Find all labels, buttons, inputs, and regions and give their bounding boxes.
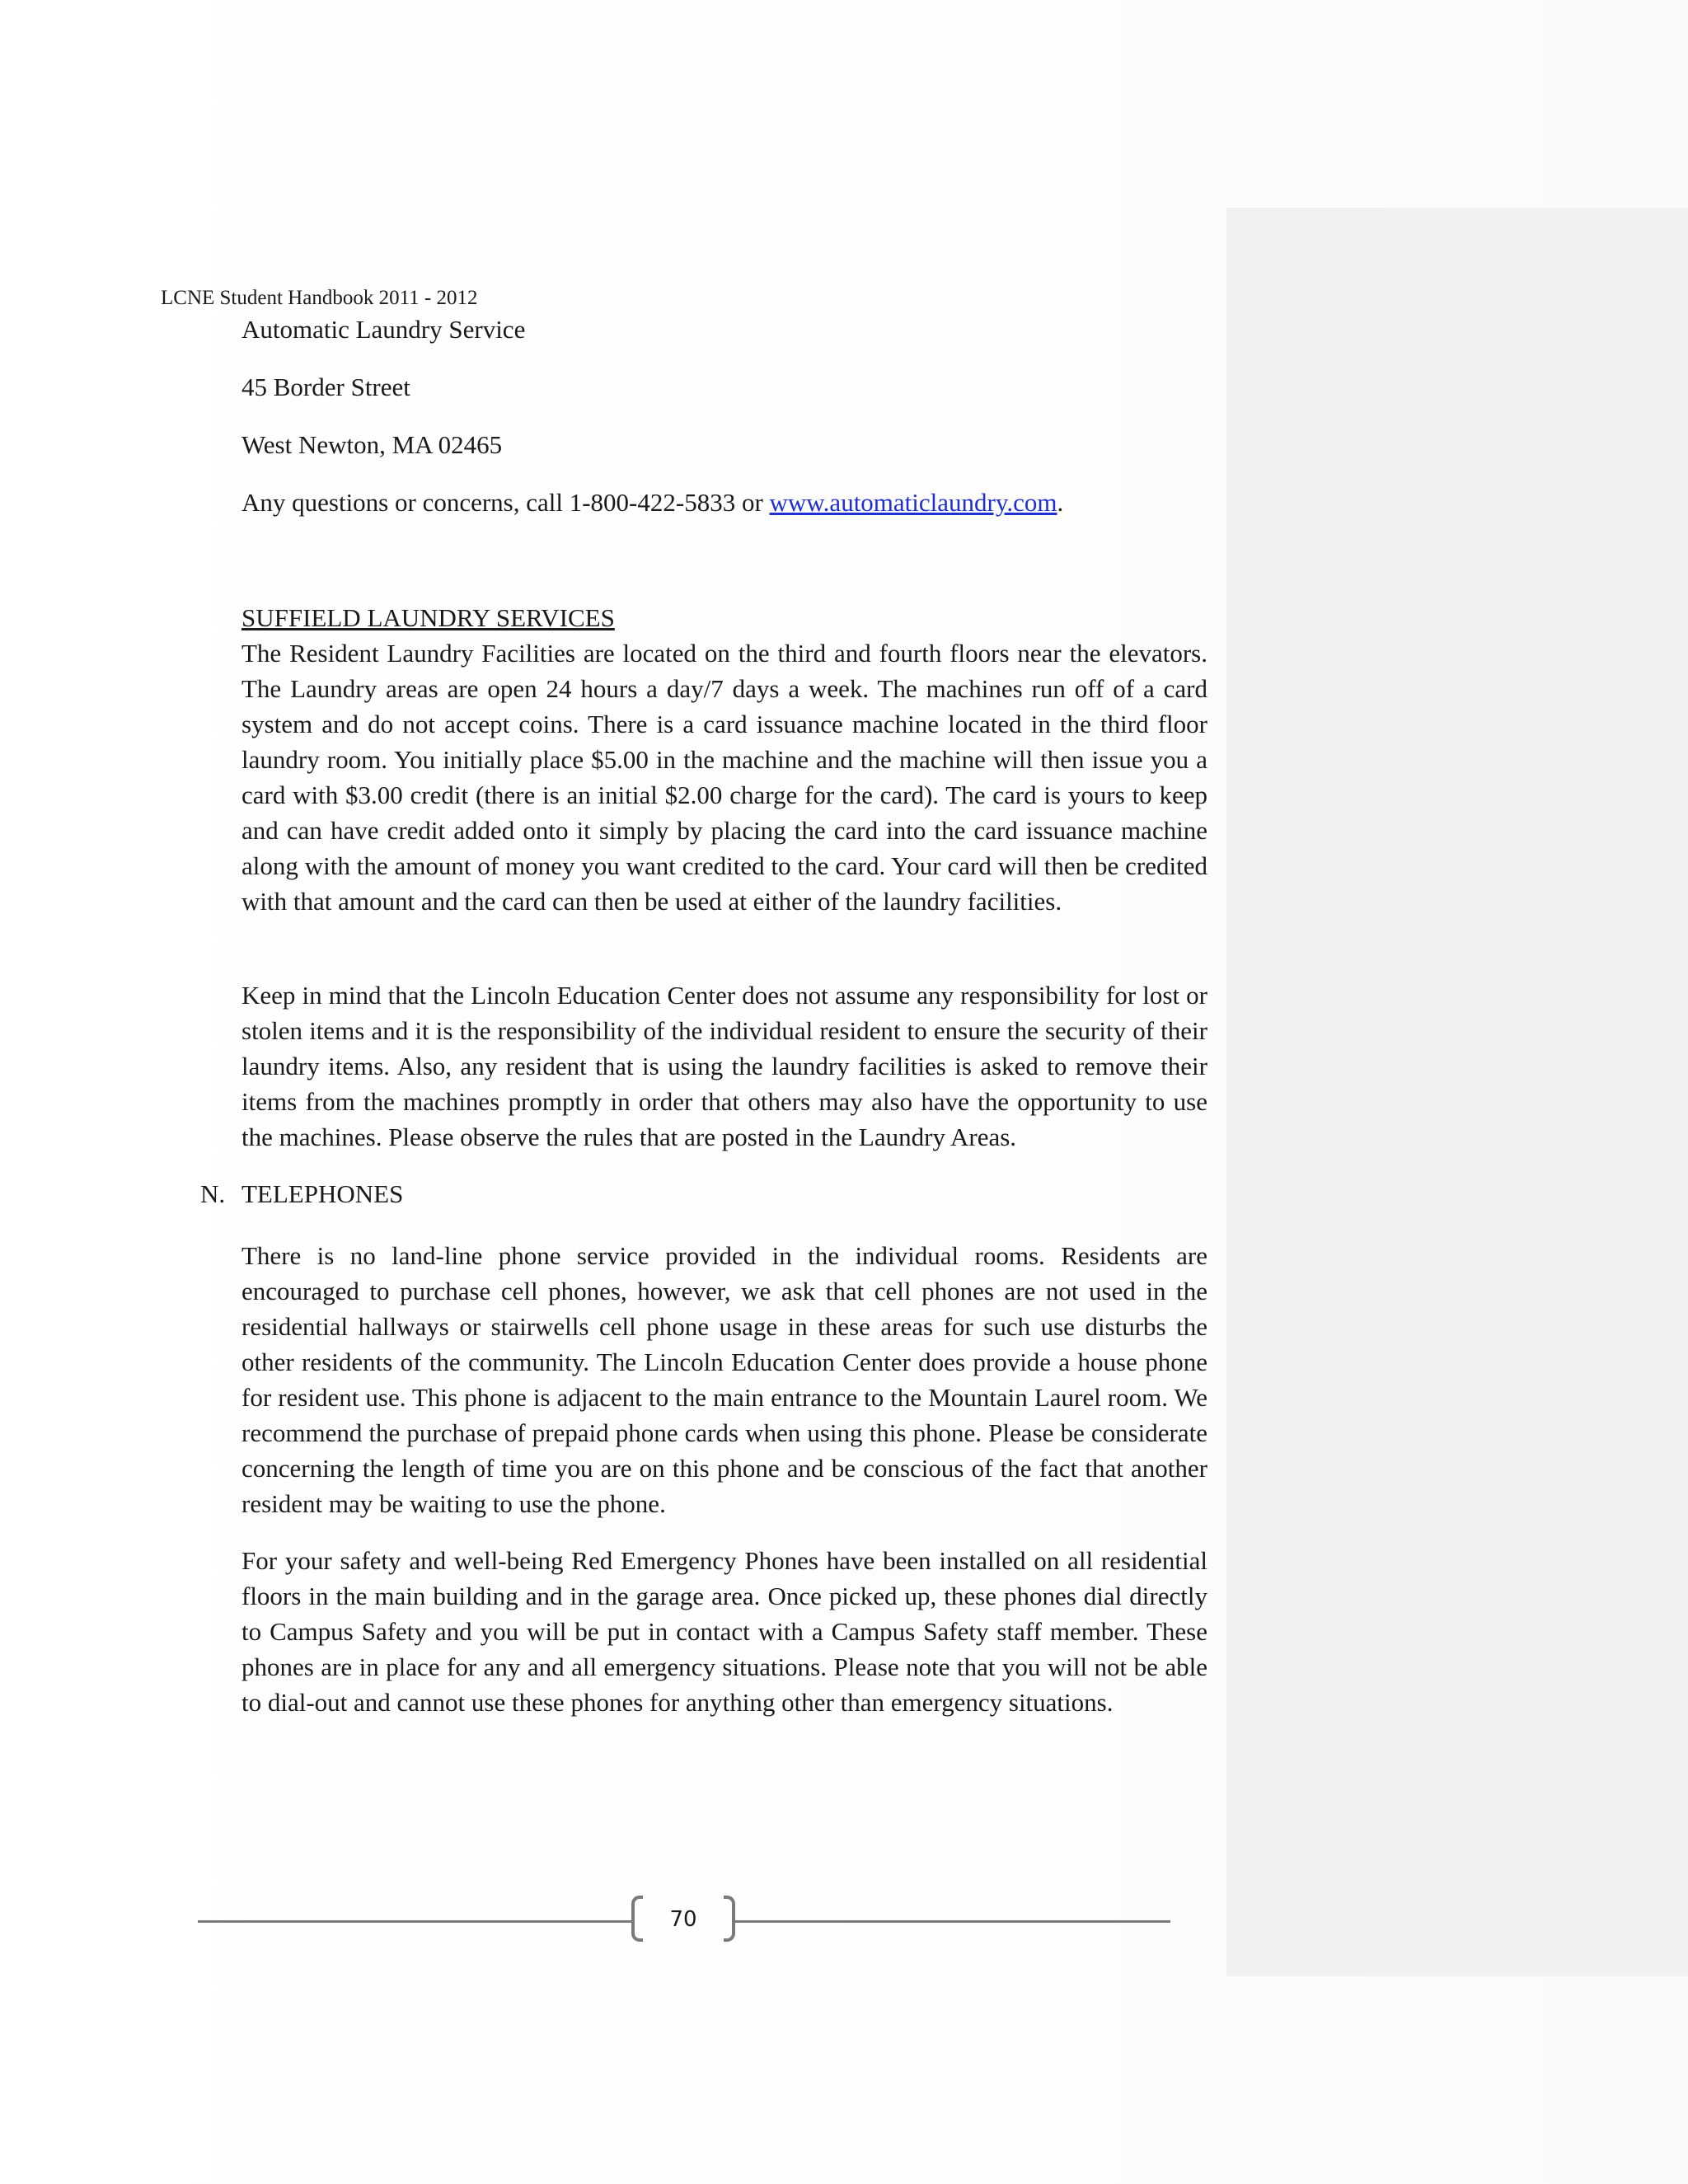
left-brace-icon: [631, 1896, 643, 1942]
right-brace-icon: [724, 1896, 735, 1942]
telephones-heading: [200, 1176, 1207, 1212]
laundry-website-link[interactable]: www.automaticlaundry.com: [769, 488, 1057, 517]
address-name: Automatic Laundry Service: [241, 315, 526, 344]
suffield-paragraph-2: Keep in mind that the Lincoln Education Center does not assume any responsibility for lost or stolen items and it is the responsibility of the individual resident to ensure the security of their laundry items. Also, any resident that is using the laundry facilities is asked to remove their items from the machines promptly in order that others may also have the opportunity to use the machines. Please observe the rules that are posted in the Laundry Areas.: [241, 981, 1207, 1151]
page-number: 70: [669, 1907, 697, 1932]
footer-rule-left: [198, 1920, 631, 1923]
page-footer: [198, 1894, 1170, 1947]
contact-line: [241, 485, 1207, 520]
telephones-title: TELEPHONES: [241, 1179, 404, 1208]
telephones-paragraph-1: There is no land-line phone service provided in the individual rooms. Residents are encouraged to purchase cell phones, however, we ask that cell phones are not used in the residential hallways or stairwells cell phone usage in these areas for such use disturbs the other residents of the community. The Lincoln Education Center does provide a house phone for resident use. This phone is adjacent to the main entrance to the Mountain Laurel room. We recommend the purchase of prepaid phone cards when using this phone. Please be considerate concerning the length of time you are on this phone and be conscious of the fact that another resident may be waiting to use the phone.: [241, 1241, 1207, 1518]
telephones-paragraph-2: For your safety and well-being Red Emergency Phones have been installed on all residential floors in the main building and in the garage area. Once picked up, these phones dial directly to Campus Safety and you will be put in contact with a Campus Safety staff member. These phones are in place for any and all emergency situations. Please note that you will not be able to dial-out and cannot use these phones for anything other than emergency situations.: [241, 1546, 1207, 1717]
suffield-laundry-heading: SUFFIELD LAUNDRY SERVICES: [241, 603, 615, 632]
page-content: [200, 312, 1207, 1720]
suffield-paragraph-1: The Resident Laundry Facilities are located on the third and fourth floors near the elevators. The Laundry areas are open 24 hours a day/7 days a week. The machines run off of a card system and do not accept coins. There is a card issuance machine located in the third floor laundry room. You initially place $5.00 in the machine and the machine will then issue you a card with $3.00 credit (there is an initial $2.00 charge for the card). The card is yours to keep and can have credit added onto it simply by placing the card into the card issuance machine along with the amount of money you want credited to the card. Your card will then be credited with that amount and the card can then be used at either of the laundry facilities.: [241, 639, 1207, 916]
address-city: West Newton, MA 02465: [241, 430, 503, 459]
footer-rule-right: [735, 1920, 1170, 1923]
running-header: LCNE Student Handbook 2011 - 2012: [161, 287, 478, 309]
contact-text: Any questions or concerns, call 1-800-422-5833 or: [241, 488, 770, 517]
section-marker: N.: [200, 1179, 226, 1208]
address-street: 45 Border Street: [241, 373, 410, 401]
contact-period: .: [1057, 488, 1064, 517]
comment-pane: [1226, 208, 1688, 1976]
